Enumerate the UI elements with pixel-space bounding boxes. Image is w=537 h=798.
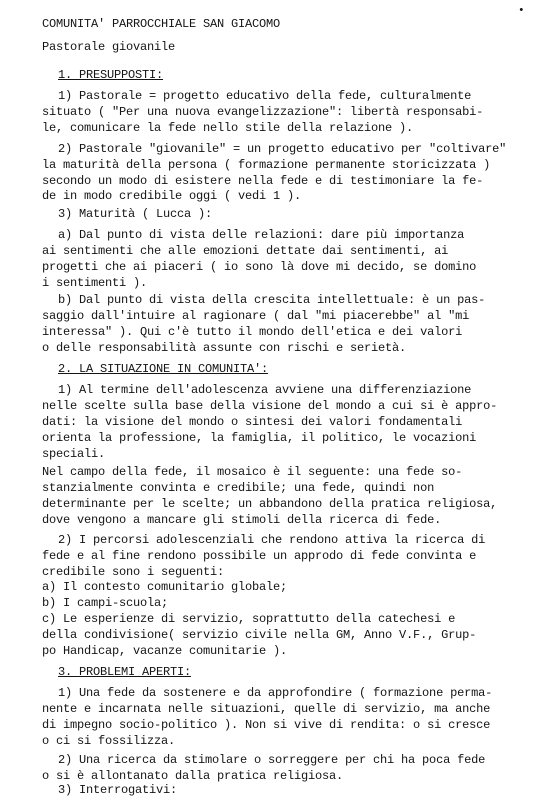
s1-pb-line3: interessa" ). Qui c'è tutto il mondo dell'etica e dei valori xyxy=(42,325,463,339)
s2-p1-line5: speciali. xyxy=(42,447,106,461)
s3-p3: 3) Interrogativi: xyxy=(58,783,178,797)
section3-heading: 3. PROBLEMI APERTI: xyxy=(58,665,192,679)
s2-p1b-line1: Nel campo della fede, il mosaico è il seguente: una fede so- xyxy=(42,465,463,479)
section2-heading: 2. LA SITUAZIONE IN COMUNITA': xyxy=(58,362,269,376)
s1-p1-line3: le, comunicare la fede nello stile della relazione ). xyxy=(42,121,414,135)
s1-pa-line1: a) Dal punto di vista delle relazioni: dare più importanza xyxy=(58,228,465,242)
s1-pa-line2: ai sentimenti che alle emozioni dettate dai sentimenti, ai xyxy=(42,244,449,258)
s2-p2-line3: credibile sono i seguenti: xyxy=(42,565,225,579)
s1-p1-line2: situato ( "Per una nuova evangelizzazione": libertà responsabi- xyxy=(42,105,484,119)
s2-list-item-c3: po Handicap, vacanze comunitarie ). xyxy=(42,644,288,658)
s1-pb-line2: saggio dall'intuire al ragionare ( dal "mi piacerebbe" al "mi xyxy=(42,309,470,323)
s3-p1-line2: nente e incarnata nelle situazioni, quelle di servizio, ma anche xyxy=(42,702,491,716)
s2-list-item-a: a) Il contesto comunitario globale; xyxy=(42,580,288,594)
s2-list-item-b: b) I campi-scuola; xyxy=(42,596,169,610)
s3-p2-line1: 2) Una ricerca da stimolare o sorreggere per chi ha poca fede xyxy=(58,753,486,767)
s1-p1-line1: 1) Pastorale = progetto educativo della fede, culturalmente xyxy=(58,89,472,103)
s1-p2-line4: de in modo credibile oggi ( vedi 1 ). xyxy=(42,189,302,203)
s1-p2-line3: secondo un modo di esistere nella fede e di testimoniare la fe- xyxy=(42,174,484,188)
s2-list-item-c2: della condivisione( servizio civile nella GM, Anno V.F., Grup- xyxy=(42,628,477,642)
s2-p1-line1: 1) Al termine dell'adolescenza avviene una differenziazione xyxy=(58,383,472,397)
s1-pa-line4: i sentimenti ). xyxy=(42,276,148,290)
s2-p2-line2: fede e al fine rendono possibile un approdo di fede convinta e xyxy=(42,549,477,563)
header-dept: Pastorale giovanile xyxy=(42,40,176,54)
s1-pb-line1: b) Dal punto di vista della crescita intellettuale: è un pas- xyxy=(58,293,486,307)
s1-p2-line2: la maturità della persona ( formazione permanente storicizzata ) xyxy=(42,158,491,172)
s3-p1-line3: di impegno socio-politico ). Non si vive di rendita: o si cresce xyxy=(42,718,491,732)
header-org: COMUNITA' PARROCCHIALE SAN GIACOMO xyxy=(42,17,281,31)
s1-p3: 3) Maturità ( Lucca ): xyxy=(58,207,213,221)
s2-p1b-line3: determinante per le scelte; un abbandono della pratica religiosa, xyxy=(42,497,498,511)
section1-heading: 1. PRESUPPOSTI: xyxy=(58,68,164,82)
s2-p1-line3: dati: la visione del mondo o sintesi dei valori fondamentali xyxy=(42,415,463,429)
s2-p1b-line4: dove vengono a mancare gli stimoli della ricerca di fede. xyxy=(42,513,442,527)
s1-pa-line3: progetti che ai piaceri ( io sono là dove mi decido, se domino xyxy=(42,260,477,274)
s2-p2-line1: 2) I percorsi adolescenziali che rendono attiva la ricerca di xyxy=(58,533,486,547)
s1-p2-line1: 2) Pastorale "giovanile" = un progetto educativo per "coltivare" xyxy=(58,142,507,156)
s3-p2-line2: o si è allontanato dalla pratica religiosa. xyxy=(42,769,344,783)
s2-list-item-c: c) Le esperienze di servizio, soprattutto della catechesi e xyxy=(42,612,456,626)
s3-p1-line4: o ci si fossilizza. xyxy=(42,734,176,748)
corner-mark: • xyxy=(518,5,525,17)
s2-p1b-line2: stanzialmente convinta e credibile; una fede, quindi non xyxy=(42,481,435,495)
s3-p1-line1: 1) Una fede da sostenere e da approfondire ( formazione perma- xyxy=(58,686,493,700)
s2-p1-line2: nelle scelte sulla base della visione del mondo a cui si è appro- xyxy=(42,399,498,413)
s1-pb-line4: o delle responsabilità assunte con rischi e serietà. xyxy=(42,341,407,355)
s2-p1-line4: orienta la professione, la famiglia, il politico, le vocazioni xyxy=(42,431,477,445)
